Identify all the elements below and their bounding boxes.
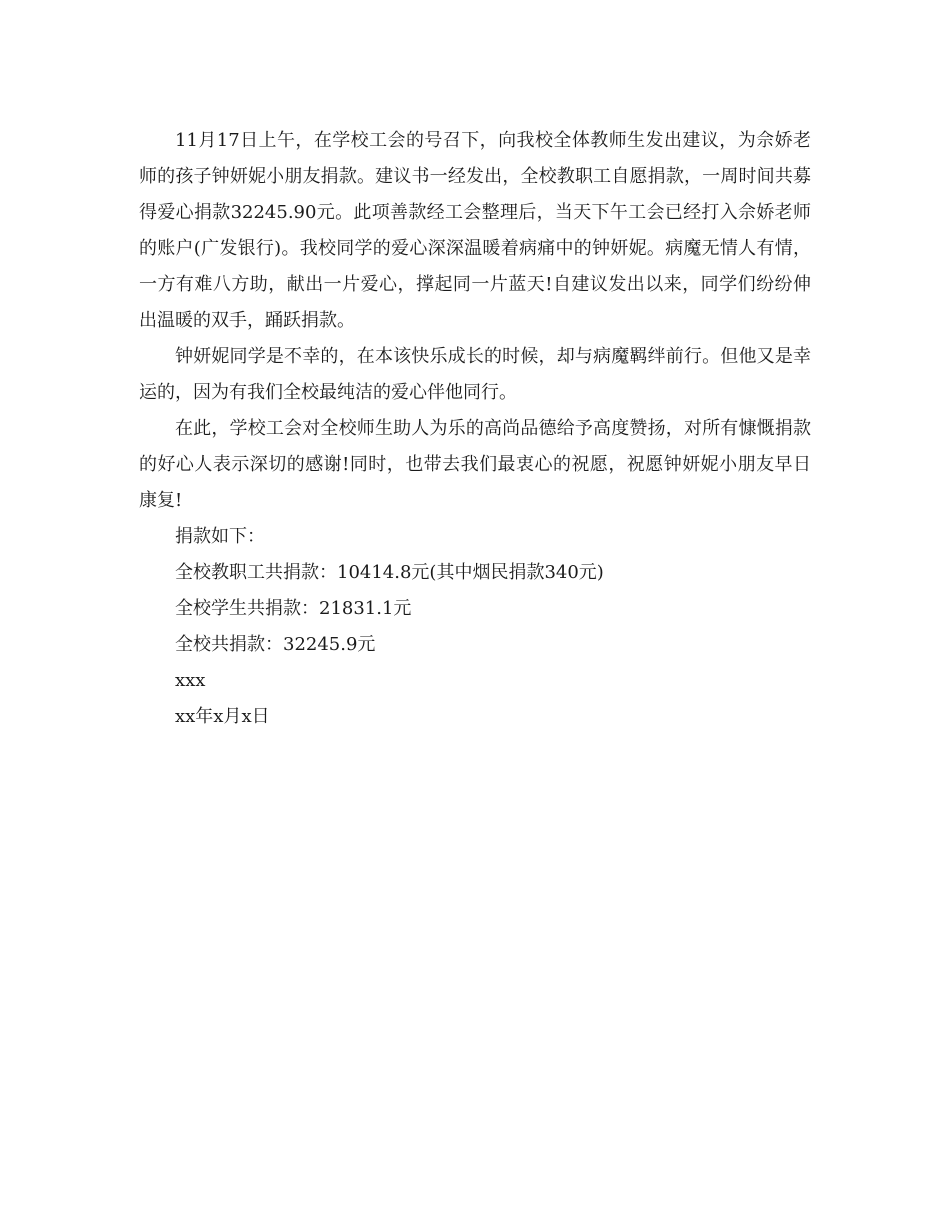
paragraph-student-story: 钟妍妮同学是不幸的，在本该快乐成长的时候，却与病魔羁绊前行。但他又是幸运的，因为有我们全校最纯洁的爱心伴他同行。 [139,346,811,403]
signature: xxx [175,670,206,691]
paragraph-thanks: 在此，学校工会对全校师生助人为乐的高尚品德给予高度赞扬，对所有慷慨捐款的好心人表示深切的感谢!同时，也带去我们最衷心的祝愿，祝愿钟妍妮小朋友早日康复! [139,418,811,511]
donation-heading: 捐款如下： [175,526,265,547]
date-line: xx年x月x日 [175,706,270,727]
donation-line-total: 全校共捐款：32245.9元 [175,634,376,655]
paragraph-fundraising-summary: 11月17日上午，在学校工会的号召下，向我校全体教师生发出建议，为佘娇老师的孩子钟妍妮小朋友捐款。建议书一经发出，全校教职工自愿捐款，一周时间共募得爱心捐款32245.90元。此项善款经工会整理后，当天下午工会已经打入佘娇老师的账户(广发银行)。我校同学的爱心深深温暖着病痛中的钟妍妮。病魔无情人有情，一方有难八方助，献出一片爱心，撑起同一片蓝天!自建议发出以来，同学们纷纷伸出温暖的双手，踊跃捐款。 [139,130,811,331]
document-body [139,123,811,735]
donation-line-students: 全校学生共捐款：21831.1元 [175,598,412,619]
donation-line-staff: 全校教职工共捐款：10414.8元(其中烟民捐款340元) [175,562,604,583]
